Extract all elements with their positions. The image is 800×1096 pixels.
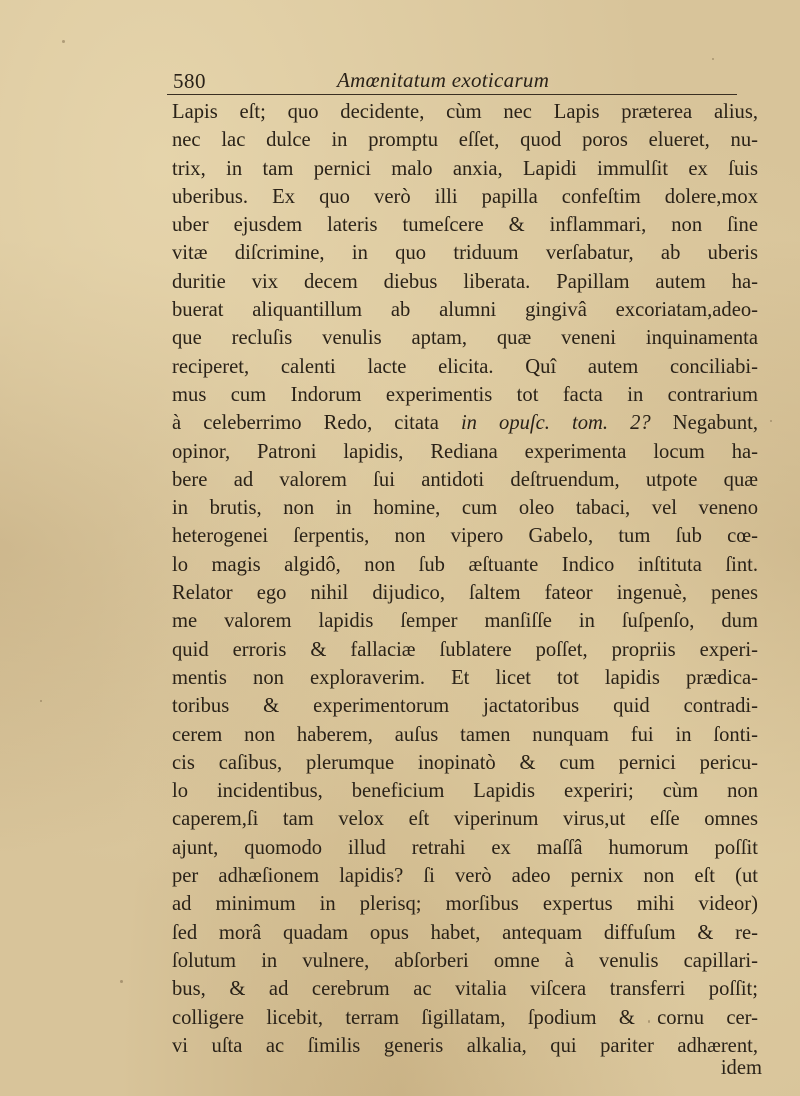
text-line: mus cum Indorum experimentis tot facta in contrarium: [172, 383, 758, 406]
text-line: colligere licebit, terram ſigillatam, ſpodium & cornu cer-: [172, 1006, 758, 1029]
text-line: bere ad valorem ſui antidoti deſtruendum, utpote quæ: [172, 468, 758, 491]
text-line: ad minimum in plerisq; morſibus expertus mihi videor): [172, 893, 758, 916]
text-line: uber ejusdem lateris tumeſcere & inflammari, non ſine: [172, 214, 758, 237]
text-line: ſed morâ quadam opus habet, antequam diffuſum & re-: [172, 921, 758, 944]
text-line: reciperet, calenti lacte elicita. Quî autem conciliabi-: [172, 355, 758, 378]
paper-speck: [40, 700, 42, 702]
catchword: idem: [720, 1057, 762, 1079]
text-line: quid erroris & fallaciæ ſublatere poſſet, propriis experi-: [172, 638, 758, 661]
body-text: [172, 98, 764, 1060]
text-line: uberibus. Ex quo verò illi papilla confeſtim dolere,mox: [172, 185, 758, 208]
text-line: lo incidentibus, beneficium Lapidis experiri; cùm non: [172, 780, 758, 803]
paper-speck: [770, 420, 772, 422]
text-line: me valorem lapidis ſemper manſiſſe in ſuſpenſo, dum: [172, 610, 758, 633]
text-line: per adhæſionem lapidis? ſi verò adeo pernix non eſt (ut: [172, 865, 758, 888]
text-line: in brutis, non in homine, cum oleo tabaci, vel veneno: [172, 497, 758, 520]
text-line: opinor, Patroni lapidis, Rediana experimenta locum ha-: [172, 440, 758, 463]
text-line: caperem,ſi tam velox eſt viperinum virus,ut eſſe omnes: [172, 808, 758, 831]
text-line: ajunt, quomodo illud retrahi ex maſſâ humorum poſſit: [172, 836, 758, 859]
catchword-row: [190, 1054, 762, 1082]
text-line: buerat aliquantillum ab alumni gingivâ excoriatam,adeo-: [172, 299, 758, 322]
paper-speck: [648, 1020, 650, 1023]
text-line: Lapis eſt; quo decidente, cùm nec Lapis præterea alius,: [172, 101, 758, 123]
text-line: à celeberrimo Redo, citata in opuſc. tom. 2? Negabunt,: [172, 412, 758, 435]
paper-speck: [120, 980, 123, 983]
text-line: nec lac dulce in promptu eſſet, quod poros elueret, nu-: [172, 129, 758, 152]
text-line: vitæ diſcrimine, in quo triduum verſabatur, ab uberis: [172, 242, 758, 265]
text-line: toribus & experimentorum jactatoribus quid contradi-: [172, 695, 758, 718]
text-line: bus, & ad cerebrum ac vitalia viſcera transferri poſſit;: [172, 978, 758, 1001]
italic-phrase: in opuſc. tom. 2?: [460, 412, 651, 435]
page-number: 580: [173, 69, 206, 93]
text-line: lo magis algidô, non ſub æſtuante Indico inſtituta ſint.: [172, 553, 758, 576]
text-line: duritie vix decem diebus liberata. Papillam autem ha-: [172, 270, 758, 293]
paper-speck: [712, 58, 714, 60]
text-line: Relator ego nihil dijudico, ſaltem fateor ingenuè, penes: [172, 582, 758, 605]
text-line: trix, in tam pernici malo anxia, Lapidi immulſit ex ſuis: [172, 157, 758, 180]
text-line: mentis non exploraverim. Et licet tot lapidis prædica-: [172, 666, 758, 689]
running-head: [167, 64, 737, 95]
text-line: heterogenei ſerpentis, non vipero Gabelo, tum ſub cœ-: [172, 525, 758, 548]
text-line: ſolutum in vulnere, abſorberi omne à venulis capillari-: [172, 949, 758, 972]
text-line: vi uſta ac ſimilis generis alkalia, qui pariter adhærent,: [172, 1034, 758, 1057]
text-line: cis caſibus, plerumque inopinatò & cum pernici pericu-: [172, 751, 758, 774]
text-line: que recluſis venulis aptam, quæ veneni inquinamenta: [172, 327, 758, 350]
paper-speck: [62, 40, 65, 43]
running-title: Amœnitatum exoticarum: [337, 68, 550, 92]
text-line: cerem non haberem, auſus tamen nunquam fui in ſonti-: [172, 723, 758, 746]
